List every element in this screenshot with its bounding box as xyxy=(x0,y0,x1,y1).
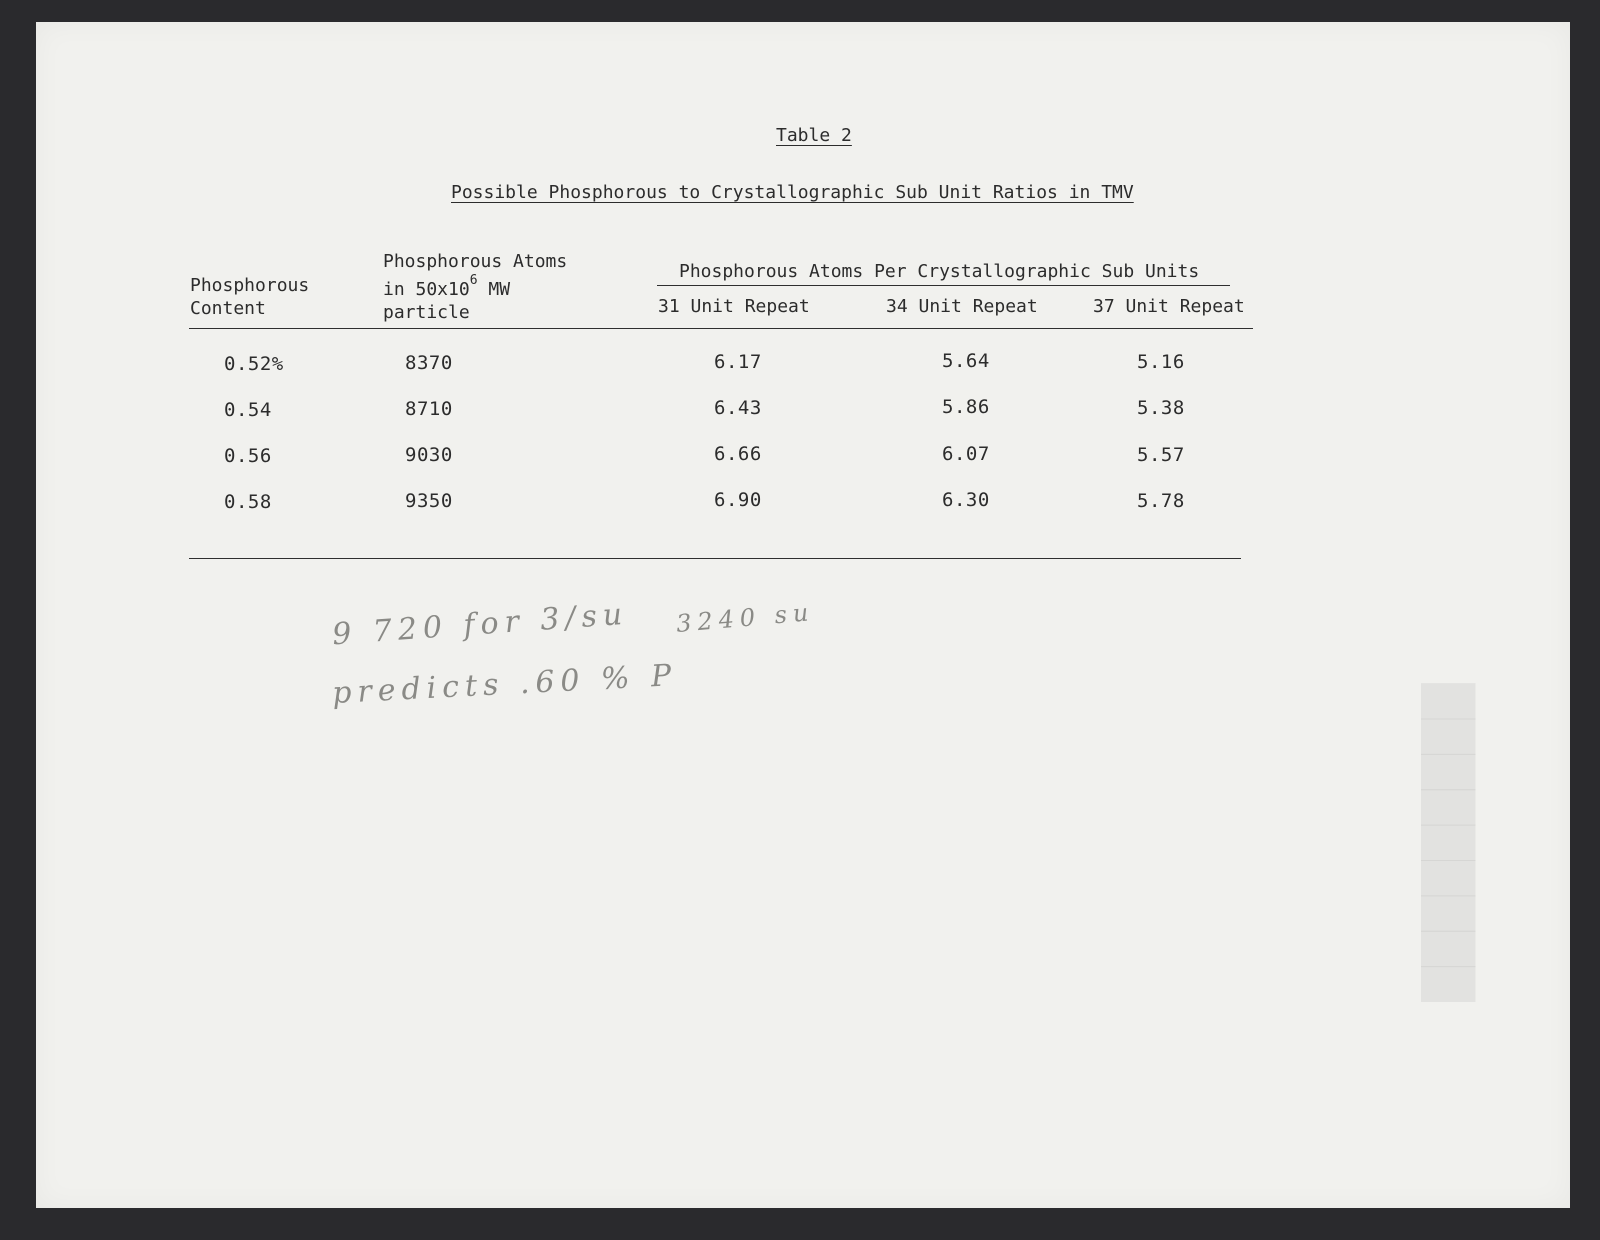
cell-content: 0.58 xyxy=(224,491,272,513)
cell-atoms: 9350 xyxy=(405,490,453,512)
header-col1-line2: Content xyxy=(190,298,266,319)
cell-atoms: 9030 xyxy=(405,444,453,466)
table-title: Table 2 xyxy=(776,125,852,146)
cell-31-repeat: 6.17 xyxy=(714,351,762,373)
cell-34-repeat: 6.30 xyxy=(942,489,990,511)
header-col2-line2-text: in 50x10 xyxy=(383,279,470,300)
header-col1-line1: Phosphorous xyxy=(190,275,310,296)
cell-atoms: 8710 xyxy=(405,398,453,420)
header-34-unit-repeat: 34 Unit Repeat xyxy=(886,296,1038,317)
bleed-through-mark: █████████ xyxy=(1421,683,1475,1002)
cell-content: 0.52% xyxy=(224,353,284,375)
cell-34-repeat: 5.86 xyxy=(942,396,990,418)
cell-37-repeat: 5.78 xyxy=(1137,490,1185,512)
header-col2-line2 xyxy=(383,273,567,301)
cell-37-repeat: 5.57 xyxy=(1137,444,1185,466)
table-subtitle: Possible Phosphorous to Crystallographic Sub Unit Ratios in TMV xyxy=(451,182,1134,203)
document-page xyxy=(36,22,1570,1208)
cell-34-repeat: 6.07 xyxy=(942,443,990,465)
handwritten-note-line1-b: 3240 su xyxy=(675,598,816,638)
header-col2-line3: particle xyxy=(383,302,470,323)
cell-atoms: 8370 xyxy=(405,352,453,374)
header-col2-superscript: 6 xyxy=(469,273,478,288)
header-group: Phosphorous Atoms Per Crystallographic Sub Units xyxy=(679,261,1200,282)
cell-content: 0.56 xyxy=(224,445,272,467)
cell-31-repeat: 6.43 xyxy=(714,397,762,419)
cell-31-repeat: 6.66 xyxy=(714,443,762,465)
handwritten-note-line2: predicts .60 % P xyxy=(331,657,679,712)
cell-31-repeat: 6.90 xyxy=(714,489,762,511)
table-bottom-rule xyxy=(189,558,1241,559)
header-37-unit-repeat: 37 Unit Repeat xyxy=(1093,296,1245,317)
cell-34-repeat: 5.64 xyxy=(942,350,990,372)
header-col2-line2-tail: MW xyxy=(488,279,511,300)
cell-37-repeat: 5.38 xyxy=(1137,397,1185,419)
header-bottom-rule xyxy=(189,328,1253,329)
header-col2-line1: Phosphorous Atoms xyxy=(383,251,568,272)
header-31-unit-repeat: 31 Unit Repeat xyxy=(658,296,810,317)
cell-37-repeat: 5.16 xyxy=(1137,351,1185,373)
cell-content: 0.54 xyxy=(224,399,272,421)
handwritten-note-line1: 9 720 for 3/su xyxy=(331,596,630,653)
group-header-rule xyxy=(657,285,1230,286)
header-phosphorous-content xyxy=(190,274,309,320)
header-phosphorous-atoms xyxy=(383,250,567,324)
